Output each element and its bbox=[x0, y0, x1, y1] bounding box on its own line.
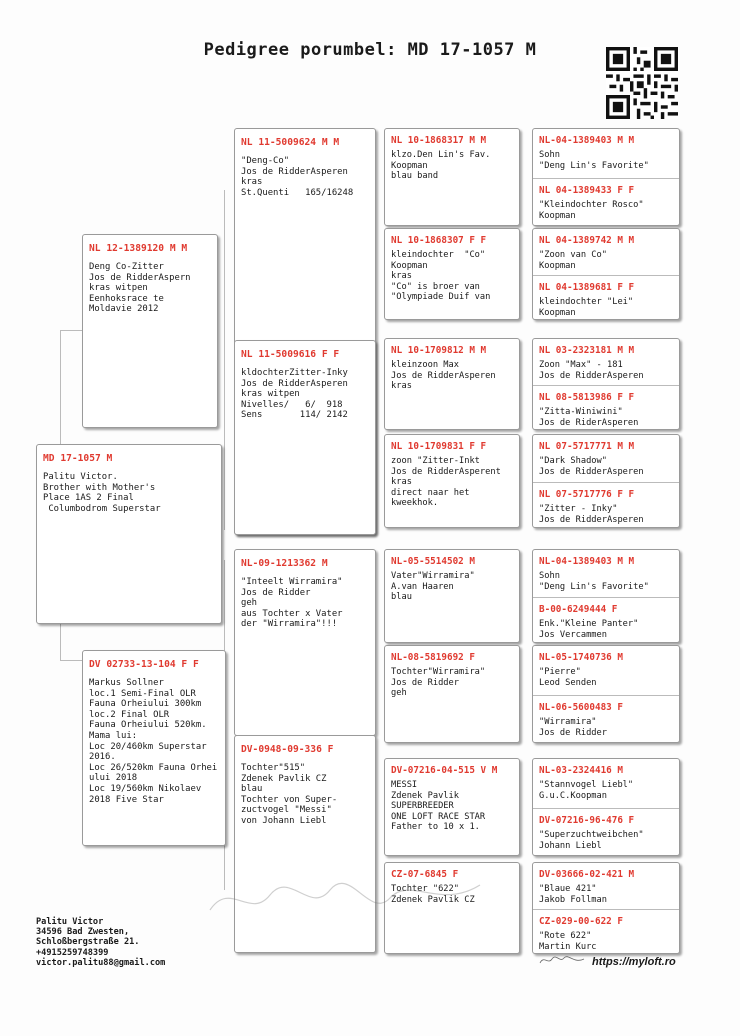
ring-number: NL 10-1868317 M M bbox=[391, 135, 487, 146]
great-grandparent-card bbox=[384, 338, 520, 430]
gggp-female bbox=[533, 695, 679, 743]
note-line: Jos de Ridder bbox=[391, 677, 459, 688]
ring-number: NL 04-1389742 M M bbox=[539, 235, 635, 246]
subject-card-content bbox=[37, 445, 221, 624]
note-line: klzo.Den Lin's Fav. bbox=[391, 150, 491, 160]
note-line: SUPERBREEDER bbox=[391, 801, 454, 811]
note-line: Palitu Victor. bbox=[43, 472, 118, 482]
note-line: kras witpen bbox=[89, 283, 148, 294]
ring-number: CZ-07-6845 F bbox=[391, 869, 459, 880]
grandparent-card bbox=[234, 549, 376, 736]
gggp-female bbox=[533, 597, 679, 643]
note-line: Zdenek Pavlik bbox=[391, 790, 459, 801]
great-grandparent-card bbox=[384, 549, 520, 643]
note-line: Zdenek Pavlik CZ bbox=[241, 773, 327, 784]
footer-link[interactable]: https://myloft.ro bbox=[592, 956, 676, 968]
note-line: loc.1 Semi-Final OLR bbox=[89, 688, 196, 699]
note-line: Tochter "622" bbox=[391, 884, 459, 894]
ring-number: DV-0948-09-336 F bbox=[241, 744, 334, 755]
note-line: Jos Vercammen bbox=[539, 629, 607, 640]
page-title: Pedigree porumbel: MD 17-1057 M bbox=[203, 40, 537, 60]
note-line: Jos de RidderAsperent bbox=[391, 466, 501, 477]
gggp-card bbox=[532, 128, 680, 226]
gggp-female bbox=[533, 808, 679, 856]
note-line: Columbodrom Superstar bbox=[43, 503, 161, 514]
note-line: Leod Senden bbox=[539, 677, 597, 688]
note-line: Tochter"515" bbox=[241, 763, 306, 773]
note-line: 2016. bbox=[89, 752, 116, 763]
note-line: von Johann Liebl bbox=[241, 815, 327, 826]
ring-number: NL 03-2323181 M M bbox=[539, 345, 635, 356]
ring-number: B-00-6249444 F bbox=[539, 604, 618, 615]
gggp-card bbox=[532, 862, 680, 954]
owner-name: Palitu Victor bbox=[36, 917, 104, 927]
ring-number: DV-03666-02-421 M bbox=[539, 869, 635, 880]
grandparent-card bbox=[234, 340, 376, 535]
note-line: "Blaue 421" bbox=[539, 884, 597, 894]
gggp-female bbox=[533, 909, 679, 954]
bird-notes bbox=[43, 472, 215, 514]
gggp-male bbox=[533, 550, 679, 597]
gggp-female bbox=[533, 385, 679, 430]
ring-number: NL 12-1389120 M M bbox=[89, 243, 188, 254]
note-line: blau bbox=[241, 784, 263, 795]
ring-number: NL 08-5813986 F F bbox=[539, 392, 635, 403]
note-line: "Inteelt Wirramira" bbox=[241, 577, 343, 587]
gggp-card bbox=[532, 228, 680, 320]
note-line: kras bbox=[241, 177, 263, 188]
ring-number: MD 17-1057 M bbox=[43, 453, 113, 464]
gggp-male bbox=[533, 759, 679, 808]
gggp-female bbox=[533, 178, 679, 226]
note-line: kras bbox=[391, 271, 412, 281]
gggp-male bbox=[533, 229, 679, 275]
note-line: Markus Sollner bbox=[89, 678, 164, 688]
note-line: Koopman bbox=[539, 307, 576, 318]
note-line: Jos de RidderAsperen bbox=[539, 466, 644, 477]
bird-notes bbox=[539, 456, 673, 477]
bird-notes bbox=[391, 667, 513, 699]
note-line: Tochter"Wirramira" bbox=[391, 667, 486, 677]
note-line: "Kleindochter Rosco" bbox=[539, 200, 644, 210]
note-line: Koopman bbox=[539, 260, 576, 271]
bird-notes bbox=[89, 678, 219, 805]
note-line: "Rote 622" bbox=[539, 931, 592, 941]
signature-icon bbox=[538, 953, 586, 967]
bird-notes bbox=[391, 571, 513, 603]
note-line: Jos de RidderAsperen bbox=[241, 166, 348, 177]
great-grandparent-card bbox=[384, 128, 520, 226]
bird-notes bbox=[391, 250, 513, 303]
note-line: Jakob Follman bbox=[539, 894, 607, 905]
note-line: Martin Kurc bbox=[539, 941, 597, 952]
note-line: Jos de RidderAsperen bbox=[539, 514, 644, 525]
bird-notes bbox=[539, 297, 673, 318]
bird-notes bbox=[539, 407, 673, 428]
note-line: "Pierre" bbox=[539, 667, 581, 677]
bird-notes bbox=[391, 360, 513, 392]
note-line: "Stannvogel Liebl" bbox=[539, 780, 634, 790]
note-line: Jos de RidderAsperen bbox=[391, 370, 496, 381]
note-line: "Dark Shadow" bbox=[539, 456, 607, 466]
bird-notes bbox=[539, 200, 673, 221]
grandparent-content bbox=[235, 341, 375, 535]
note-line: Father to 10 x 1. bbox=[391, 822, 480, 832]
great-grandparent-content bbox=[385, 129, 519, 226]
bird-notes bbox=[539, 931, 673, 952]
note-line: Johann Liebl bbox=[539, 840, 602, 851]
note-line: Mama lui: bbox=[89, 730, 138, 741]
ring-number: NL 04-1389681 F F bbox=[539, 282, 635, 293]
note-line: Eenhoksrace te bbox=[89, 293, 164, 304]
note-line: kras witpen bbox=[241, 389, 300, 400]
owner-street: Schloßbergstraße 21. bbox=[36, 937, 140, 948]
ring-number: NL-05-1740736 M bbox=[539, 652, 623, 663]
note-line: "Deng-Co" bbox=[241, 156, 290, 166]
ring-number: NL 07-5717771 M M bbox=[539, 441, 635, 452]
note-line: "Deng Lin's Favorite" bbox=[539, 160, 649, 171]
father-card bbox=[82, 234, 218, 428]
note-line: Zoon "Max" - 181 bbox=[539, 360, 623, 370]
note-line: "Zitta-Winiwini" bbox=[539, 407, 623, 417]
note-line: Sens 114/ 2142 bbox=[241, 410, 348, 421]
bird-notes bbox=[241, 156, 369, 198]
ring-number: NL 04-1389433 F F bbox=[539, 185, 635, 196]
note-line: "Zoon van Co" bbox=[539, 250, 607, 260]
note-line: kras bbox=[391, 477, 412, 487]
note-line: loc.2 Final OLR bbox=[89, 709, 170, 720]
bird-notes bbox=[391, 150, 513, 182]
note-line: "Zitter - Inky" bbox=[539, 504, 618, 514]
ring-number: NL 10-1709831 F F bbox=[391, 441, 487, 452]
ring-number: NL-08-5819692 F bbox=[391, 652, 475, 663]
note-line: Koopman bbox=[539, 210, 576, 221]
ring-number: NL 11-5009624 M M bbox=[241, 137, 340, 148]
bird-notes bbox=[539, 504, 673, 525]
note-line: Loc 20/460km Superstar bbox=[89, 741, 207, 752]
bird-notes bbox=[89, 262, 211, 315]
mother-card bbox=[82, 650, 226, 846]
ring-number: NL-05-5514502 M bbox=[391, 556, 475, 567]
bird-notes bbox=[539, 360, 673, 381]
note-line: Jos de RidderAsperen bbox=[241, 378, 348, 389]
note-line: aus Tochter x Vater bbox=[241, 608, 343, 619]
owner-city: 34596 Bad Zwesten, bbox=[36, 927, 130, 938]
note-line: der "Wirramira"!!! bbox=[241, 619, 338, 630]
note-line: Moldavie 2012 bbox=[89, 304, 159, 315]
great-grandparent-content bbox=[385, 646, 519, 743]
great-grandparent-content bbox=[385, 339, 519, 430]
great-grandparent-content bbox=[385, 759, 519, 856]
handwritten-scribble bbox=[200, 870, 490, 930]
great-grandparent-card bbox=[384, 645, 520, 743]
note-line: Nivelles/ 6/ 918 bbox=[241, 399, 343, 410]
note-line: blau bbox=[391, 592, 412, 602]
note-line: zoon "Zitter-Inkt bbox=[391, 456, 480, 466]
gggp-male bbox=[533, 435, 679, 482]
gggp-female bbox=[533, 482, 679, 528]
bird-notes bbox=[539, 571, 673, 592]
note-line: geh bbox=[241, 598, 258, 609]
ring-number: NL-09-1213362 M bbox=[241, 558, 328, 569]
bird-notes bbox=[539, 717, 673, 738]
note-line: "Superzuchtweibchen" bbox=[539, 830, 644, 840]
bird-notes bbox=[391, 456, 513, 509]
note-line: Brother with Mother's bbox=[43, 482, 156, 493]
bird-notes bbox=[539, 667, 673, 688]
ring-number: NL-04-1389403 M M bbox=[539, 135, 635, 146]
bird-notes bbox=[539, 884, 673, 905]
gggp-male bbox=[533, 863, 679, 909]
great-grandparent-card bbox=[384, 434, 520, 528]
ring-number: NL-04-1389403 M M bbox=[539, 556, 635, 567]
great-grandparent-content bbox=[385, 550, 519, 643]
qr-code-icon bbox=[606, 47, 678, 119]
ring-number: DV-07216-04-515 V M bbox=[391, 765, 498, 776]
note-line: zuctvogel "Messi" bbox=[241, 805, 332, 816]
note-line: "Co" is broer van bbox=[391, 281, 480, 292]
note-line: Jos de RidderAsperen bbox=[539, 370, 644, 381]
bird-notes bbox=[539, 150, 673, 171]
ring-number: NL 07-5717776 F F bbox=[539, 489, 635, 500]
note-line: Enk."Kleine Panter" bbox=[539, 619, 639, 629]
note-line: St.Quenti 165/16248 bbox=[241, 187, 354, 198]
note-line: kweekhok. bbox=[391, 498, 439, 508]
gggp-male bbox=[533, 646, 679, 695]
gggp-male bbox=[533, 129, 679, 178]
gggp-card bbox=[532, 758, 680, 856]
note-line: Place 1AS 2 Final bbox=[43, 493, 134, 504]
note-line: Koopman bbox=[391, 160, 428, 171]
bird-notes bbox=[539, 250, 673, 271]
great-grandparent-card bbox=[384, 758, 520, 856]
note-line: "Deng Lin's Favorite" bbox=[539, 581, 649, 592]
bird-notes bbox=[391, 780, 513, 833]
ring-number: NL-03-2324416 M bbox=[539, 765, 623, 776]
subject-card bbox=[36, 444, 222, 624]
ring-number: NL 11-5009616 F F bbox=[241, 349, 340, 360]
bird-notes bbox=[539, 780, 673, 801]
note-line: 2018 Five Star bbox=[89, 794, 164, 805]
ring-number: DV 02733-13-104 F F bbox=[89, 659, 199, 670]
grandparent-content bbox=[235, 550, 375, 736]
bird-notes bbox=[241, 577, 369, 630]
note-line: kleindochter "Co" bbox=[391, 250, 486, 260]
gggp-card bbox=[532, 338, 680, 430]
gggp-male bbox=[533, 339, 679, 385]
note-line: "Wirramira" bbox=[539, 717, 597, 727]
note-line: Vater"Wirramira" bbox=[391, 571, 475, 581]
mother-card-content bbox=[83, 651, 225, 846]
bird-notes bbox=[241, 763, 369, 827]
note-line: Jos de Ridder bbox=[241, 587, 311, 598]
note-line: Fauna Orheiului 520km. bbox=[89, 720, 207, 731]
ring-number: NL 10-1709812 M M bbox=[391, 345, 487, 356]
gggp-card bbox=[532, 549, 680, 643]
note-line: Jos de RiderAsperen bbox=[539, 417, 639, 428]
great-grandparent-content bbox=[385, 229, 519, 320]
gggp-card bbox=[532, 434, 680, 528]
bird-notes bbox=[539, 830, 673, 851]
owner-email: victor.palitu88@gmail.com bbox=[36, 957, 166, 968]
note-line: Koopman bbox=[391, 260, 428, 271]
father-card-content bbox=[83, 235, 217, 428]
ring-number: NL-06-5600483 F bbox=[539, 702, 623, 713]
note-line: Loc 26/520km Fauna Orhei bbox=[89, 762, 218, 773]
ring-number: DV-07216-96-476 F bbox=[539, 815, 635, 826]
bird-notes bbox=[539, 619, 673, 640]
note-line: Tochter von Super- bbox=[241, 794, 338, 805]
note-line: Loc 19/560km Nikolaev bbox=[89, 783, 202, 794]
note-line: direct naar het bbox=[391, 487, 470, 498]
note-line: geh bbox=[391, 688, 407, 698]
note-line: kldochterZitter-Inky bbox=[241, 368, 348, 378]
great-grandparent-card bbox=[384, 228, 520, 320]
owner-phone: +4915259748399 bbox=[36, 947, 109, 958]
gggp-female bbox=[533, 275, 679, 320]
note-line: kleindochter "Lei" bbox=[539, 297, 634, 307]
note-line: Jos de RidderAspern bbox=[89, 272, 191, 283]
note-line: Fauna Orheiului 300km bbox=[89, 699, 202, 710]
note-line: "Olympiade Duif van bbox=[391, 292, 491, 302]
note-line: kleinzoon Max bbox=[391, 360, 459, 370]
note-line: Sohn bbox=[539, 571, 560, 581]
note-line: ului 2018 bbox=[89, 773, 138, 784]
note-line: blau band bbox=[391, 171, 439, 181]
note-line: Sohn bbox=[539, 150, 560, 160]
note-line: A.van Haaren bbox=[391, 581, 454, 592]
note-line: Jos de Ridder bbox=[539, 727, 607, 738]
gggp-card bbox=[532, 645, 680, 743]
note-line: Zdenek Pavlik CZ bbox=[391, 894, 475, 905]
great-grandparent-content bbox=[385, 435, 519, 528]
note-line: ONE LOFT RACE STAR bbox=[391, 811, 486, 822]
bird-notes bbox=[241, 368, 369, 421]
note-line: G.u.C.Koopman bbox=[539, 790, 607, 801]
ring-number: NL 10-1868307 F F bbox=[391, 235, 487, 246]
note-line: MESSI bbox=[391, 780, 418, 790]
note-line: Deng Co-Zitter bbox=[89, 262, 164, 272]
ring-number: CZ-029-00-622 F bbox=[539, 916, 623, 927]
owner-address bbox=[36, 917, 165, 968]
note-line: kras bbox=[391, 381, 412, 391]
